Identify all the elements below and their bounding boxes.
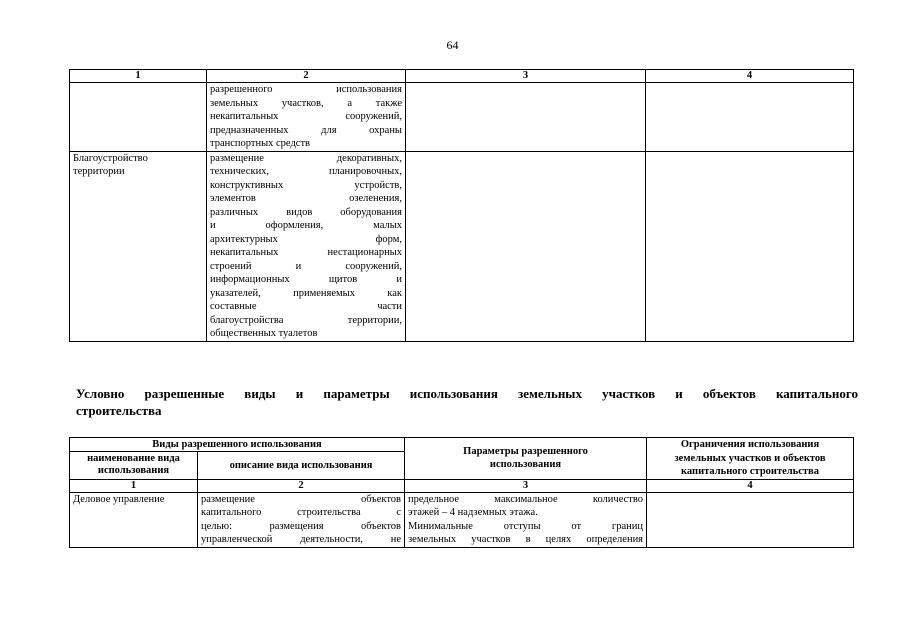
text-line: и оформления, малых: [210, 220, 402, 231]
text-line: Благоустройство: [73, 152, 148, 164]
header-restrictions: [647, 438, 854, 480]
text-line: капитального строительства с: [201, 507, 402, 518]
text-line: предназначенных для охраны: [210, 124, 402, 136]
text-line: земельных участков, а также: [210, 97, 402, 109]
section-heading-line: Условно разрешенные виды и параметры использования земельных участков и объектов капитального: [76, 386, 858, 401]
parameters-cell: [405, 492, 647, 547]
page-number: 64: [446, 38, 459, 52]
text-line: этажей – 4 надземных этажа.: [408, 507, 538, 518]
column-number: 3: [405, 479, 647, 492]
header-line: капитального строительства: [681, 466, 819, 477]
text-line: территории: [73, 166, 125, 177]
column-number-row: [70, 479, 854, 492]
text-line: некапитальных сооружений,: [210, 111, 402, 122]
header-line: Ограничения использования: [680, 439, 820, 450]
use-name-cell: [70, 83, 207, 152]
column-number: 4: [646, 70, 854, 83]
text-line: технических, планировочных,: [210, 166, 402, 177]
use-description-cell: [207, 83, 406, 152]
text-line: размещение декоративных,: [210, 152, 402, 164]
land-use-table-continued: [69, 69, 854, 342]
column-number: 1: [70, 479, 198, 492]
text-line: различных видов оборудования: [210, 206, 402, 218]
use-name-cell: Деловое управление: [70, 492, 198, 547]
column-number: 2: [207, 70, 406, 83]
restrictions-cell: [646, 83, 854, 152]
column-number: 1: [70, 70, 207, 83]
text-line: указателей, применяемых как: [210, 287, 402, 299]
parameters-cell: [406, 83, 646, 152]
use-description-cell: [207, 151, 406, 341]
text-line: некапитальных нестационарных: [210, 247, 402, 258]
header-line: земельных участков и объектов: [674, 452, 826, 464]
column-number: 2: [198, 479, 405, 492]
section-heading-line: строительства: [76, 403, 162, 418]
header-parameters: [405, 438, 647, 480]
header-line: использования: [489, 459, 562, 471]
text-line: предельное максимальное количество: [408, 493, 644, 505]
text-line: информационных щитов и: [210, 274, 402, 285]
text-line: общественных туалетов: [210, 328, 318, 339]
header-use-name: [70, 452, 198, 479]
restrictions-cell: [646, 151, 854, 341]
table-row: [70, 151, 854, 341]
text-line: элементов озеленения,: [210, 193, 402, 204]
conditional-use-table: [69, 437, 854, 548]
section-heading: [76, 385, 858, 419]
column-number: 4: [647, 479, 854, 492]
text-line: конструктивных устройств,: [210, 179, 402, 191]
text-line: архитектурных форм,: [210, 233, 402, 245]
header-line: использования: [97, 465, 170, 477]
header-use-description: описание вида использования: [198, 452, 405, 479]
restrictions-cell: [647, 492, 854, 547]
text-line: строений и сооружений,: [210, 260, 402, 272]
header-row: [70, 438, 854, 452]
text-line: Минимальные отступы от границ: [408, 520, 644, 532]
text-line: размещение объектов: [201, 493, 402, 505]
header-line: Параметры разрешенного: [463, 445, 588, 457]
column-number-row: [70, 70, 854, 83]
text-line: земельных участков в целях определения: [408, 534, 644, 545]
column-number: 3: [406, 70, 646, 83]
text-line: управленческой деятельности, не: [201, 534, 402, 545]
text-line: благоустройства территории,: [210, 314, 402, 326]
table-row: [70, 492, 854, 547]
parameters-cell: [406, 151, 646, 341]
use-description-cell: [198, 492, 405, 547]
text-line: разрешенного использования: [210, 84, 402, 95]
text-line: целью: размещения объектов: [201, 520, 402, 532]
text-line: транспортных средств: [210, 138, 311, 149]
header-line: наименование вида: [87, 453, 180, 465]
header-use-types: Виды разрешенного использования: [70, 438, 405, 452]
table-row: [70, 83, 854, 152]
text-line: составные части: [210, 301, 402, 312]
use-name-cell: [70, 151, 207, 341]
